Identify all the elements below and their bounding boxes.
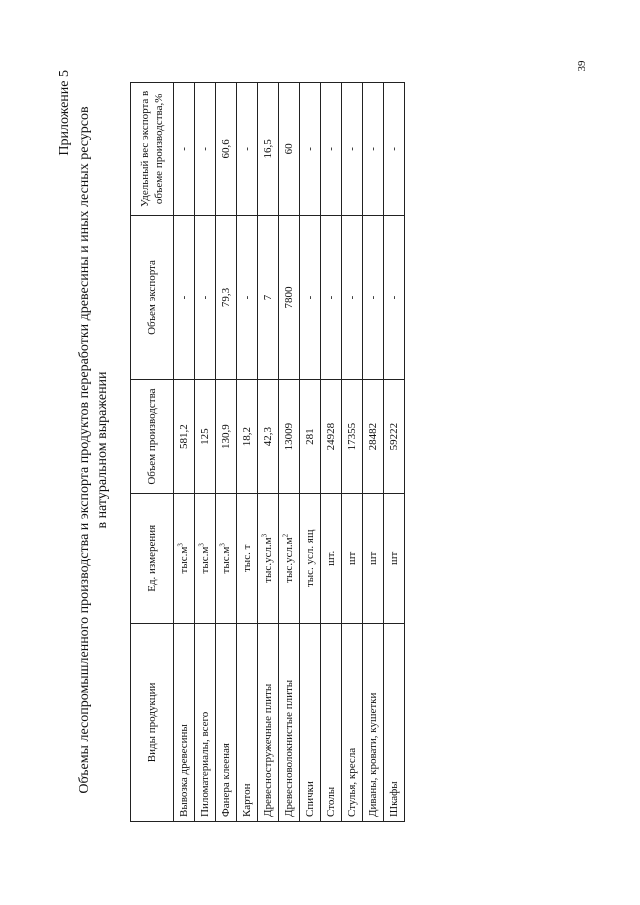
title-line-1: Объемы лесопромышленного производства и экспорта продуктов переработки древесины и иных лесных ресурсов: [77, 106, 92, 794]
table-body: [174, 83, 405, 822]
cell-export: -: [363, 215, 384, 379]
cell-unit: [216, 493, 237, 623]
cell-export: -: [300, 215, 321, 379]
unit-exponent: 3: [260, 533, 269, 538]
unit-base: тыс.усл.м: [283, 537, 295, 583]
cell-product-name: Столы: [321, 623, 342, 821]
table-row: [363, 83, 384, 822]
cell-export: -: [237, 215, 258, 379]
cell-production: 281: [300, 380, 321, 494]
appendix-label: Приложение 5: [57, 70, 72, 156]
unit-exponent: 3: [197, 543, 206, 547]
cell-export-share: -: [363, 83, 384, 216]
page-number: 39: [576, 60, 588, 72]
table-header-row: [131, 83, 174, 822]
cell-export-share: 60,6: [216, 83, 237, 216]
unit-base: шт: [346, 551, 358, 565]
cell-unit: [195, 493, 216, 623]
table-row: [237, 83, 258, 822]
cell-export-share: -: [195, 83, 216, 216]
title-line-2: в натуральном выражении: [95, 371, 110, 529]
unit-exponent: 2: [281, 533, 290, 538]
table-row: [258, 83, 279, 822]
cell-production: 42,3: [258, 380, 279, 494]
cell-unit: [321, 493, 342, 623]
cell-product-name: Спички: [300, 623, 321, 821]
production-export-table: [130, 82, 405, 822]
cell-product-name: Диваны, кровати, кушетки: [363, 623, 384, 821]
unit-base: шт: [388, 551, 400, 565]
header-product-type: Виды продукции: [131, 623, 174, 821]
cell-production: 28482: [363, 380, 384, 494]
cell-product-name: Стулья, кресла: [342, 623, 363, 821]
cell-export-share: -: [321, 83, 342, 216]
unit-exponent: 3: [176, 543, 185, 547]
cell-export: 79,3: [216, 215, 237, 379]
cell-production: 24928: [321, 380, 342, 494]
unit-base: тыс.усл.м: [262, 537, 274, 583]
cell-product-name: Древесноволокнистые плиты: [279, 623, 300, 821]
cell-export: -: [384, 215, 405, 379]
cell-export: -: [195, 215, 216, 379]
cell-unit: [279, 493, 300, 623]
cell-product-name: Пиломатериалы, всего: [195, 623, 216, 821]
cell-export-share: -: [237, 83, 258, 216]
unit-base: тыс. т: [241, 544, 253, 572]
cell-unit: [342, 493, 363, 623]
unit-base: тыс.м: [199, 546, 211, 574]
cell-export: 7800: [279, 215, 300, 379]
cell-production: 18,2: [237, 380, 258, 494]
cell-production: 581,2: [174, 380, 195, 494]
cell-export: -: [342, 215, 363, 379]
header-export-share: Удельный вес экспорта в объеме производства,%: [131, 83, 174, 216]
cell-unit: [237, 493, 258, 623]
cell-unit: [363, 493, 384, 623]
cell-export: -: [321, 215, 342, 379]
cell-product-name: Древесностружечные плиты: [258, 623, 279, 821]
unit-exponent: 3: [218, 543, 227, 547]
cell-unit: [384, 493, 405, 623]
unit-base: шт: [367, 551, 379, 565]
cell-export-share: 16,5: [258, 83, 279, 216]
cell-production: 13009: [279, 380, 300, 494]
cell-production: 130,9: [216, 380, 237, 494]
cell-unit: [300, 493, 321, 623]
table-row: [279, 83, 300, 822]
cell-export-share: 60: [279, 83, 300, 216]
header-export-volume: Объем экспорта: [131, 215, 174, 379]
cell-export-share: -: [342, 83, 363, 216]
cell-production: 59222: [384, 380, 405, 494]
table-row: [195, 83, 216, 822]
cell-product-name: Шкафы: [384, 623, 405, 821]
cell-export-share: -: [300, 83, 321, 216]
unit-base: тыс.м: [178, 546, 190, 574]
rotated-document-content: [56, 70, 576, 830]
document-title: [76, 70, 112, 830]
cell-unit: [258, 493, 279, 623]
cell-production: 125: [195, 380, 216, 494]
cell-export: -: [174, 215, 195, 379]
cell-product-name: Вывозка древесины: [174, 623, 195, 821]
cell-product-name: Фанера клееная: [216, 623, 237, 821]
header-unit: Ед. измерения: [131, 493, 174, 623]
table-row: [384, 83, 405, 822]
header-production-volume: Объем производства: [131, 380, 174, 494]
table-row: [321, 83, 342, 822]
cell-export: 7: [258, 215, 279, 379]
table-row: [216, 83, 237, 822]
cell-production: 17355: [342, 380, 363, 494]
unit-base: шт.: [325, 550, 337, 566]
unit-base: тыс.м: [220, 546, 232, 574]
cell-export-share: -: [384, 83, 405, 216]
cell-export-share: -: [174, 83, 195, 216]
cell-unit: [174, 493, 195, 623]
table-row: [174, 83, 195, 822]
cell-product-name: Картон: [237, 623, 258, 821]
table-row: [342, 83, 363, 822]
table-row: [300, 83, 321, 822]
unit-base: тыс. усл. ящ: [304, 529, 316, 588]
